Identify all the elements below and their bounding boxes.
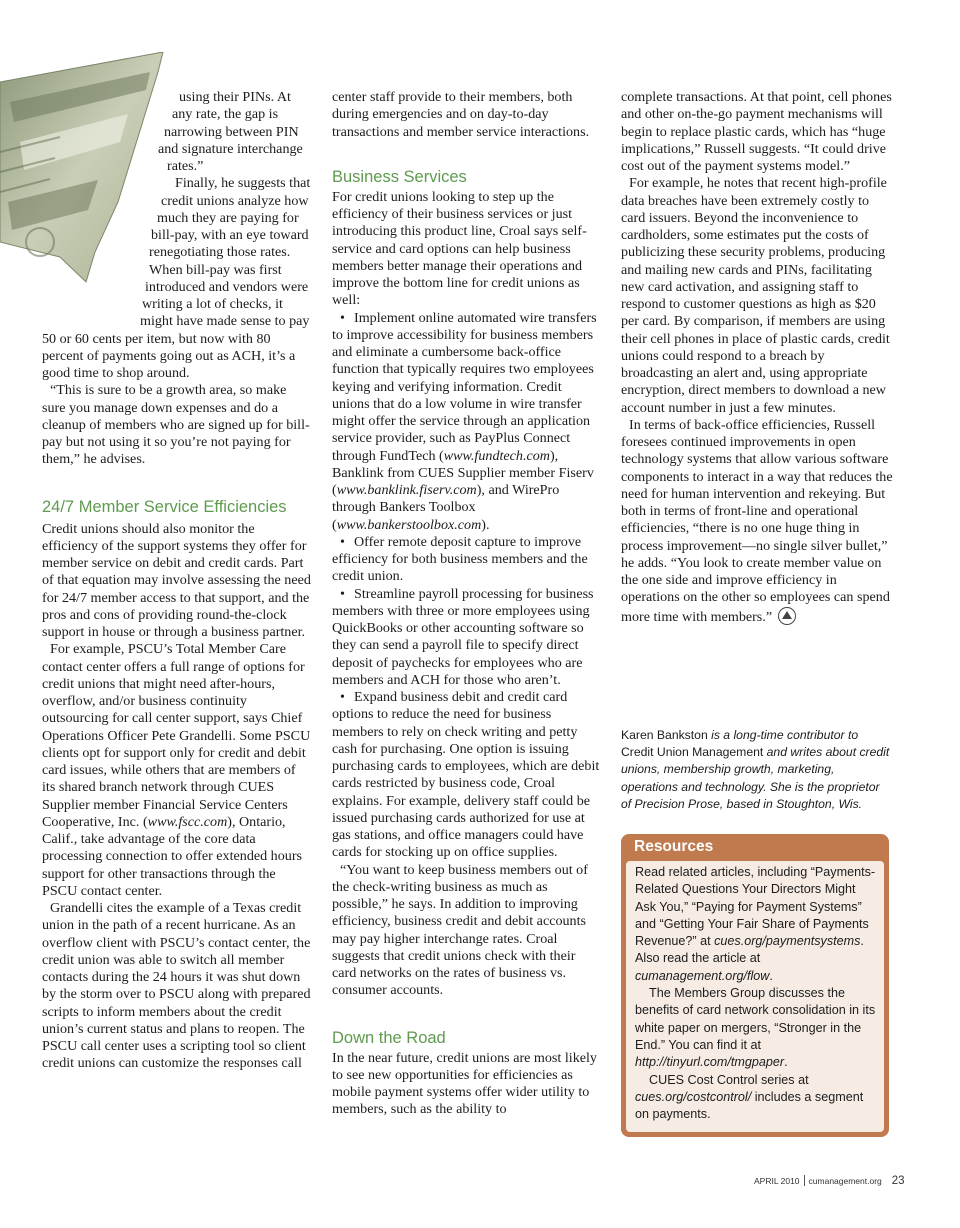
col3-paragraph-1: complete transactions. At that point, cell phones and other on-the-go payment mechanisms will begin to replace plastic cards, which has “huge implications,” Russell suggests. “It could drive cost out of the payment systems model.” [621, 89, 892, 174]
link-banklink[interactable]: www.banklink.fiserv.com [336, 482, 477, 498]
resources-item-3: CUES Cost Control series at cues.org/costcontrol/ includes a segment on payments. [635, 1072, 864, 1122]
col2-paragraph-3: “You want to keep business members out of the check-writing business as much as possible,” he says. In addition to improving efficiency, business credit and debit accounts may pay higher interchange rates. Croal suggests that credit unions check with their card networks on the rates of business vs. consumer accounts. [332, 861, 588, 999]
col1-paragraph-5: For example, PSCU’s Total Member Care contact center offers a full range of options for credit unions that might need after-hours, overflow, and/or business continuity outsourcing for call center support, says Chief Operations Officer Pete Grandelli. Some PSCU clients opt for support only for credit and debit card issues, while others that are members of its shared branch network through CUES Supplier member Financial Service Centers Cooperative, Inc. (www.fscc.com), Ontario, Calif., take advantage of the core data processing connection to offer extended hours support for other transactions through the PSCU contact center. [42, 641, 311, 899]
bullet-icon: • [340, 533, 345, 550]
column-3 [621, 89, 893, 626]
col3-paragraph-2: For example, he notes that recent high-profile data breaches have been extremely costly to card issuers. Beyond the inconvenience to cardholders, some estimates put the costs of publicizing these security problems, producing and mailing new cards and PINs, facilitating new card activation, and assigning staff to respond to customer questions as high as $20 per card. By comparison, if members are using their cell phones in place of plastic cards, credit unions could respond to a breach by broadcasting an alert and, using appropriate encryption, direct members to download a new account number in just a few minutes. [621, 175, 890, 416]
link-cumanagement-flow[interactable]: cumanagement.org/flow [635, 968, 770, 983]
footer-date: APRIL 2010 [754, 1176, 800, 1186]
col1-paragraph-2: Finally, he suggests that credit unions analyze how much they are paying for bill-pay, with an eye toward renegotiating those rates. When bill-pay was first introduced and vendors were writing a lot of checks, it might have made sense to pay 50 or 60 cents per item, but now with 80 percent of payments going out as ACH, it’s a good time to shop around. [42, 175, 311, 381]
bullet-icon: • [340, 309, 345, 326]
section-heading-member-service: 24/7 Member Service Efficiencies [42, 497, 287, 516]
bullet-item-payroll: • Streamline payroll processing for business members with three or more employees using QuickBooks or other accounting software so they can send a payroll file to specify direct deposit of paychecks for employees who are members and ACH for those who aren’t. [332, 585, 594, 688]
resources-item-1: Read related articles, including “Payments-Related Questions Your Directors Might Ask You,” “Paying for Payment Systems” and “Getting Your Fair Share of Payments Revenue?” at cues.org/paymentsystems. Also read the article at cumanagement.org/flow. [635, 865, 876, 983]
footer-site[interactable]: cumanagement.org [808, 1176, 882, 1186]
page-footer [754, 1175, 920, 1187]
bullet-icon: • [340, 689, 345, 705]
link-cues-paymentsystems[interactable]: cues.org/paymentsystems [714, 934, 861, 949]
end-of-article-icon [778, 607, 796, 625]
page-number: 23 [891, 1175, 905, 1187]
column-2 [332, 89, 602, 1119]
col1-paragraph-1: using their PINs. At any rate, the gap is narrowing between PIN and signature interchange rates.” [158, 89, 303, 174]
link-tinyurl[interactable]: http://tinyurl.com/tmgpaper [635, 1055, 785, 1070]
author-bio: Karen Bankston is a long-time contributor to Credit Union Management and writes about credit unions, membership growth, marketing, operations and technology. She is the proprietor of Precision Prose, based in Stoughton, Wis. [621, 728, 890, 811]
resources-box [621, 834, 889, 1137]
col1-paragraph-4: Credit unions should also monitor the efficiency of the support systems they offer for member service on debit and credit cards. Part of that equation may involve assessing the need for 24/7 member access to that support, and the pros and cons of providing round-the-clock support in house or through a business partner. [42, 520, 311, 640]
section-heading-business-services: Business Services [332, 167, 467, 186]
bullet-item-remote-deposit: • Offer remote deposit capture to improve efficiency for both business members and the credit union. [332, 533, 588, 585]
col1-paragraph-3: “This is sure to be a growth area, so make sure you manage down expenses and do a cleanup of members who are signed up for bill-pay but not using it so you’re not paying for them,” he advises. [42, 382, 310, 468]
link-fscc[interactable]: www.fscc.com [147, 813, 228, 830]
bullet-item-wire-transfers: • Implement online automated wire transfers to improve accessibility for business members and eliminate a cumbersome back-office function that typically requires two employees keying and verifying information. Credit unions that do a low volume in wire transfer might offer the service through an application service provider, such as PayPlus Connect through FundTech (www.fundtech.com), Banklink from CUES Supplier member Fiserv (www.banklink.fiserv.com), and WirePro through Bankers Toolbox (www.bankerstoolbox.com). [332, 309, 597, 533]
resources-body [626, 861, 884, 1132]
column-1 [42, 89, 312, 1073]
col3-paragraph-3: In terms of back-office efficiencies, Russell foresees continued improvements in open technology systems that allow various software components to interact in a way that reduces the need for human intervention and rekeying. But both in terms of front-line and operational efficiencies, “there is no one huge thing in process improvement—no single silver bullet,” he adds. “You look to create member value on the one side and improve efficiency in operations on the other so employees can spend more time with members.” [621, 416, 893, 625]
resources-item-2: The Members Group discusses the benefits of card network consolidation in its white paper on mergers, “Stronger in the End.” You can find it at http://tinyurl.com/tmgpaper. [635, 986, 876, 1070]
link-cues-costcontrol[interactable]: cues.org/costcontrol/ [635, 1089, 752, 1104]
bullet-item-cards: • Expand business debit and credit card options to reduce the need for business members to rely on check writing and petty cash for purchasing. One option is issuing purchasing cards to employees, which are debit cards restricted by business code, Croal explains. For example, delivery staff could be issued purchasing cards authorized for use at gas stations, and office managers could have cards for stocking up on office supplies. [332, 689, 600, 861]
author-name: Karen Bankston [621, 728, 708, 742]
bullet-icon: • [340, 585, 345, 602]
section-heading-down-the-road: Down the Road [332, 1028, 446, 1047]
link-fundtech[interactable]: www.fundtech.com [443, 447, 550, 464]
col2-paragraph-1: center staff provide to their members, both during emergencies and on day-to-day transactions and member service interactions. [332, 89, 590, 140]
col2-paragraph-4: In the near future, credit unions are most likely to see new opportunities for efficiencies as mobile payment systems offer wider utility to members, such as the ability to [332, 1049, 597, 1118]
link-bankerstoolbox[interactable]: www.bankerstoolbox.com [336, 516, 482, 533]
col2-paragraph-2: For credit unions looking to step up the efficiency of their business services or just introducing this product line, Croal says self-service and card options can help business members better manage their operations and improve the bottom line for credit unions as well: [332, 188, 587, 309]
col1-paragraph-6: Grandelli cites the example of a Texas credit union in the path of a recent hurricane. As an overflow client with PSCU’s contact center, the credit union was able to switch all member contacts during the 24 hours it was shut down by the storm over to PSCU along with prepared scripts to inform members about the credit union’s current status and plans to reopen. The PSCU call center uses a scripting tool so client credit unions can customize the responses call [42, 900, 311, 1072]
footer-divider [804, 1175, 805, 1186]
resources-title: Resources [634, 838, 714, 855]
